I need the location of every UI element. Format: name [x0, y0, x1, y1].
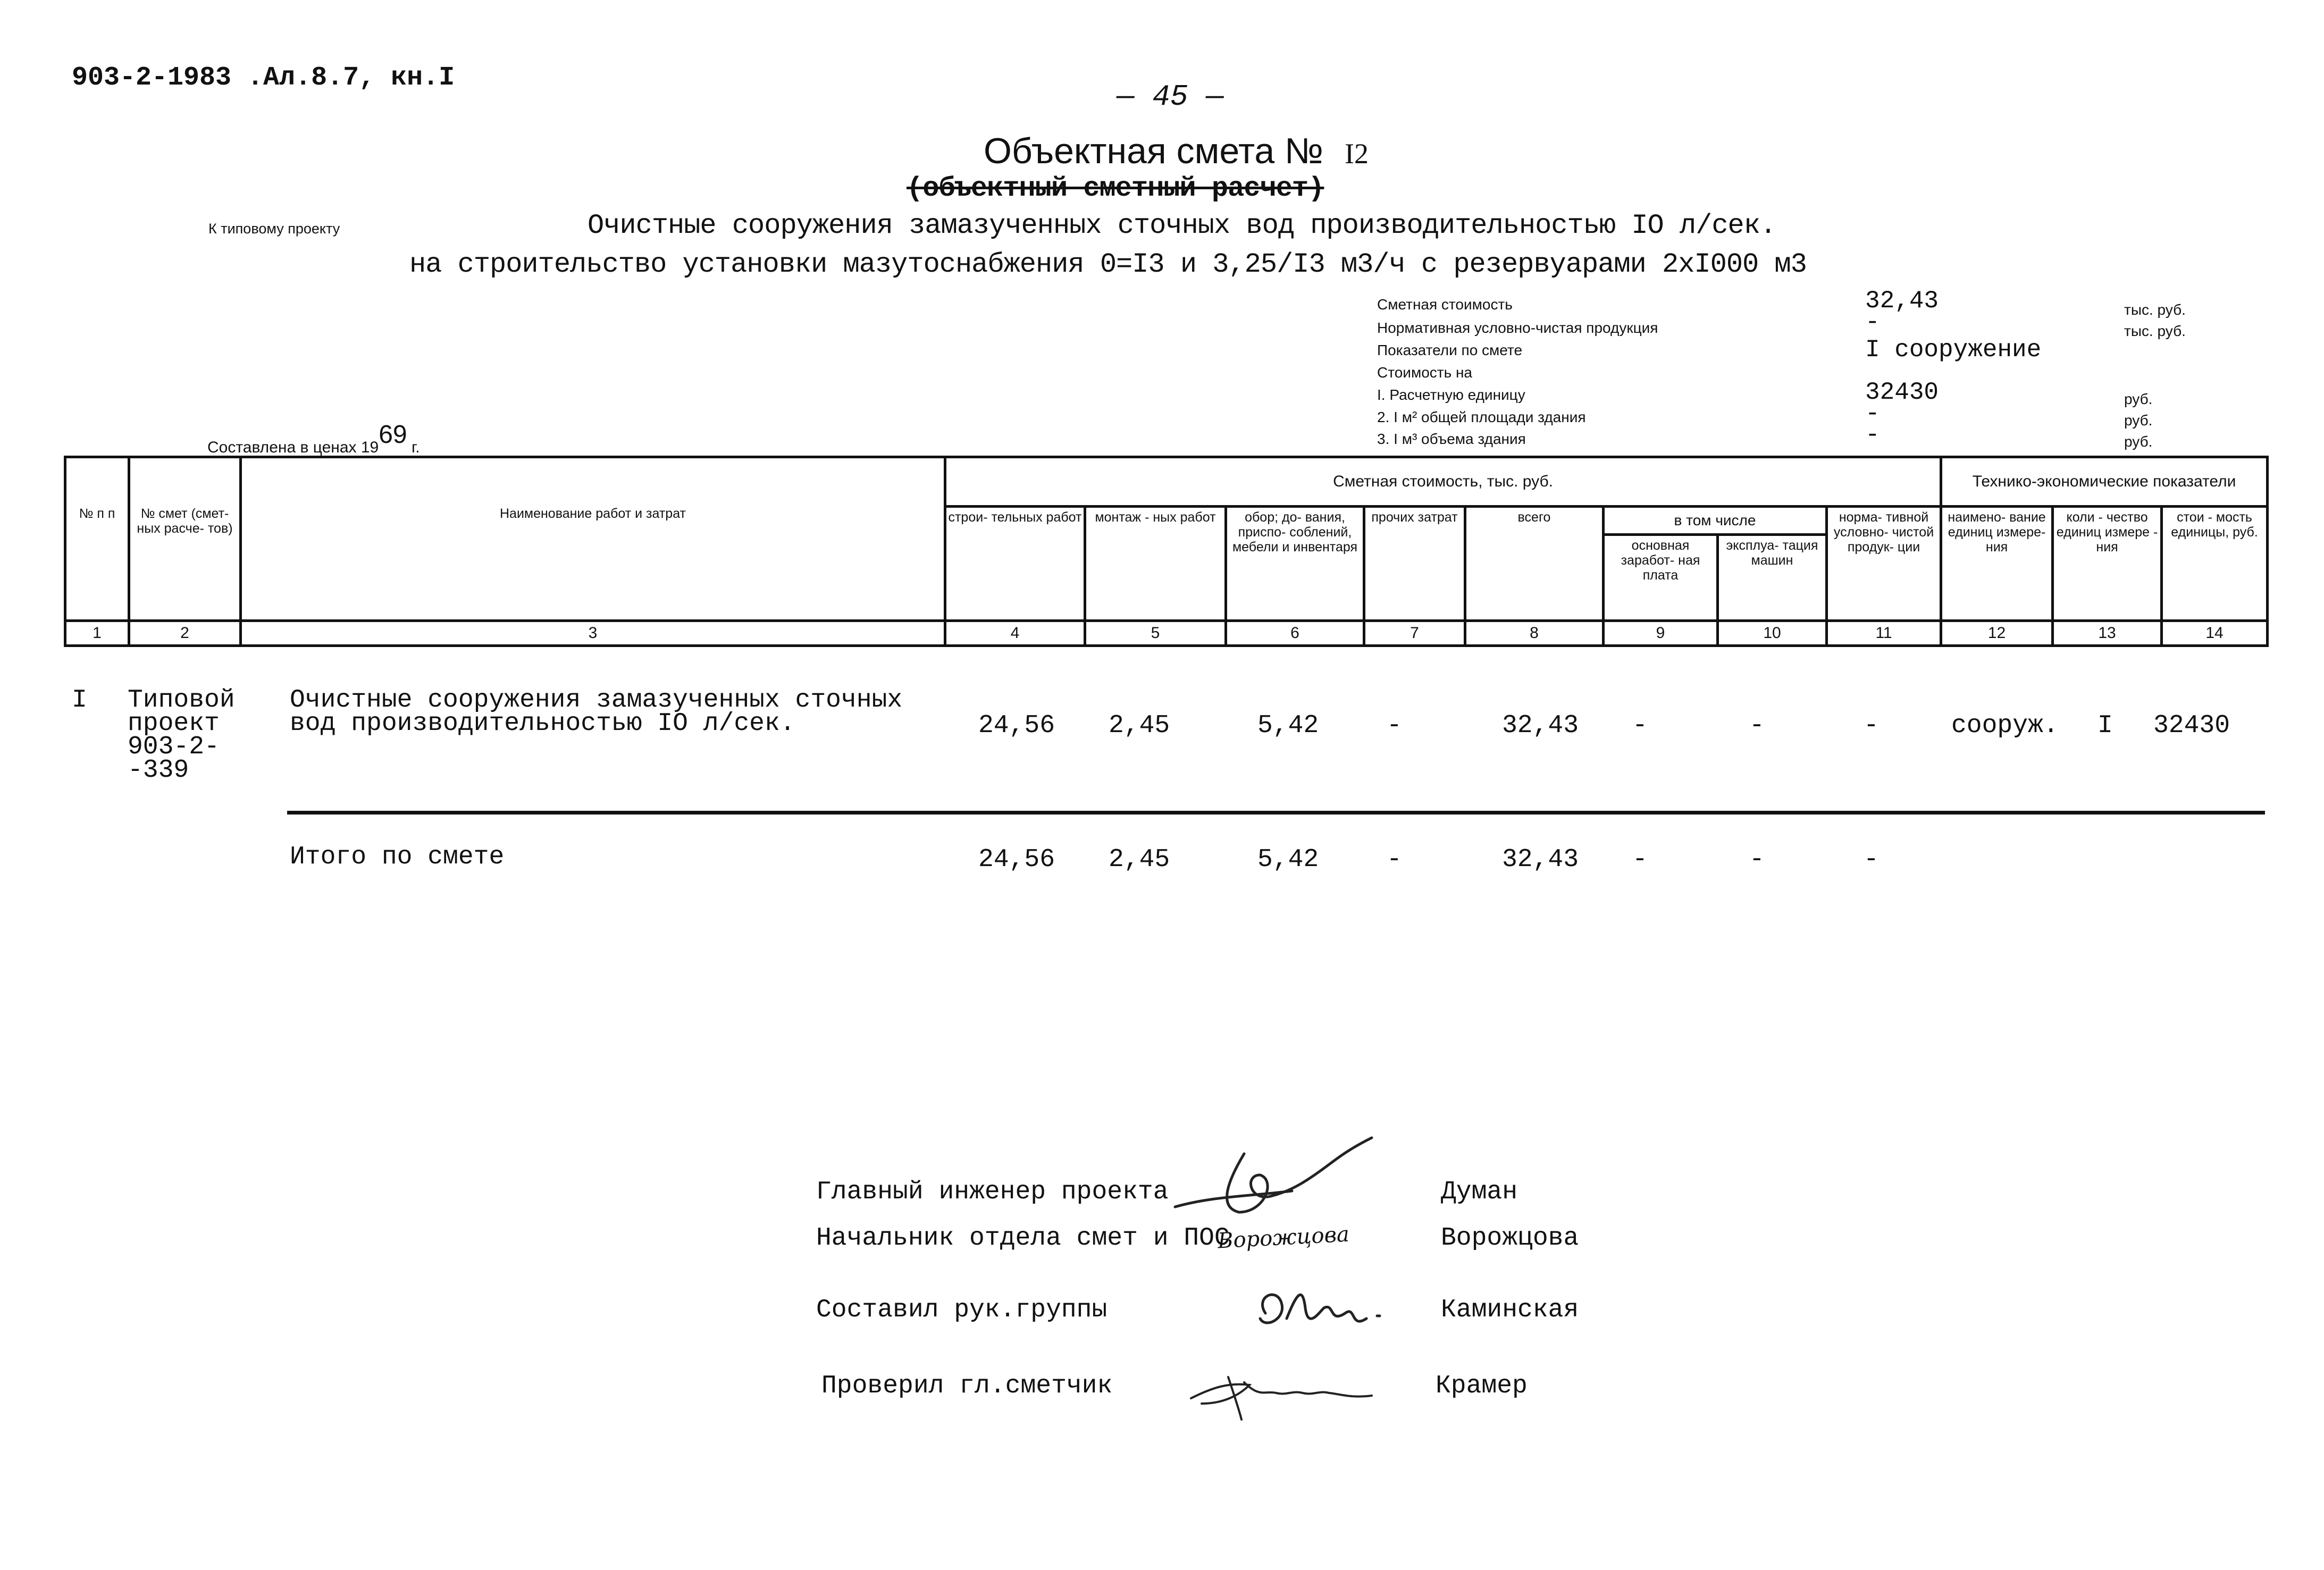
- summary-label: Показатели по смете: [1377, 342, 1523, 358]
- row-equip: 5,42: [1257, 711, 1319, 740]
- row-smet-line: -339: [128, 756, 189, 785]
- row-other: -: [1387, 711, 1402, 740]
- summary-unit: руб.: [2124, 433, 2153, 450]
- page-title: [984, 130, 1369, 172]
- summary-unit: руб.: [2124, 412, 2153, 429]
- column-number: 3: [241, 621, 945, 646]
- header-col-unit-qty: коли - чество единиц измере - ния: [2053, 507, 2162, 621]
- signature-name: Думан: [1441, 1178, 1518, 1206]
- signature-name: Ворожцова: [1441, 1224, 1579, 1253]
- column-number: 4: [945, 621, 1085, 646]
- signature-title: Начальник отдела смет и ПОС: [816, 1224, 1230, 1253]
- prices-year: 69: [379, 421, 407, 449]
- summary-label: Нормативная условно-чистая продукция: [1377, 320, 1658, 336]
- summary-unit: тыс. руб.: [2124, 301, 2186, 318]
- total-build: 24,56: [978, 845, 1055, 874]
- total-wage: -: [1632, 845, 1648, 874]
- signature-title: Составил рук.группы: [816, 1296, 1108, 1324]
- column-number: 8: [1465, 621, 1604, 646]
- summary-label: I. Расчетную единицу: [1377, 387, 1525, 403]
- row-unit-name: сооруж.: [1951, 711, 2059, 740]
- signature-name: Каминская: [1441, 1296, 1579, 1324]
- column-number: 7: [1364, 621, 1465, 646]
- row-name-line: Очистные сооружения замазученных сточных: [290, 686, 903, 715]
- row-smet-line: Типовой: [128, 686, 235, 715]
- prices-suffix: г.: [407, 439, 420, 456]
- column-number: 13: [2053, 621, 2162, 646]
- summary-value: 32,43: [1865, 287, 1939, 315]
- row-mount: 2,45: [1109, 711, 1170, 740]
- page-number: — 45 —: [1117, 80, 1224, 114]
- total-norm: -: [1864, 845, 1879, 874]
- column-number: 11: [1827, 621, 1941, 646]
- row-smet-line: 903-2-: [128, 733, 220, 761]
- column-number: 5: [1085, 621, 1226, 646]
- signature-scribble: [1244, 1281, 1404, 1340]
- total-other: -: [1387, 845, 1402, 874]
- signature-handwriting: Ворожцова: [1216, 1222, 1350, 1254]
- document-code: 903-2-1983 .Ал.8.7, кн.I: [72, 63, 455, 93]
- header-col-wage: основная заработ- ная плата: [1604, 535, 1718, 621]
- header-col-mount: монтаж - ных работ: [1085, 507, 1226, 621]
- summary-label: Сметная стоимость: [1377, 296, 1513, 313]
- construction-description: на строительство установки мазутоснабжения 0=I3 и 3,25/I3 м3/ч с резервуарами 2хI000 м3: [409, 249, 1807, 280]
- signature-scribble: [1180, 1361, 1404, 1425]
- summary-unit: руб.: [2124, 391, 2153, 407]
- column-number: 10: [1718, 621, 1827, 646]
- column-number: 14: [2162, 621, 2268, 646]
- signature-scribble: [1170, 1132, 1409, 1228]
- column-numbers-row: [65, 621, 2268, 646]
- header-col-no: № п п: [65, 457, 129, 621]
- header-col-name: Наименование работ и затрат: [241, 457, 945, 621]
- header-group-cost: Сметная стоимость, тыс. руб.: [945, 457, 1941, 507]
- total-mach: -: [1749, 845, 1765, 874]
- column-number: 1: [65, 621, 129, 646]
- summary-value: I сооружение: [1865, 336, 2042, 364]
- summary-value: -: [1865, 308, 1880, 336]
- signature-name: Крамер: [1436, 1372, 1528, 1400]
- row-total: 32,43: [1502, 711, 1579, 740]
- row-smet-line: проект: [128, 709, 220, 738]
- project-label: К типовому проекту: [208, 221, 340, 237]
- row-norm: -: [1864, 711, 1879, 740]
- total-label: Итого по смете: [290, 843, 505, 871]
- header-col-norm: норма- тивной условно- чистой продук- ции: [1827, 507, 1941, 621]
- row-wage: -: [1632, 711, 1648, 740]
- row-build: 24,56: [978, 711, 1055, 740]
- signature-title: Проверил гл.сметчик: [821, 1372, 1113, 1400]
- header-col-other: прочих затрат: [1364, 507, 1465, 621]
- prices-basis: [207, 421, 420, 459]
- header-col-unit-cost: стои - мость единицы, руб.: [2162, 507, 2268, 621]
- page-subtitle: (объектный сметный расчет): [907, 173, 1324, 204]
- column-number: 2: [129, 621, 241, 646]
- column-number: 9: [1604, 621, 1718, 646]
- row-number: I: [72, 686, 87, 715]
- summary-value: -: [1865, 421, 1880, 449]
- header-group-tech: Технико-экономические показатели: [1941, 457, 2268, 507]
- summary-value: 32430: [1865, 379, 1939, 406]
- row-divider: [287, 811, 2265, 815]
- summary-label: 3. I м³ объема здания: [1377, 431, 1526, 447]
- summary-label: Стоимость на: [1377, 364, 1472, 381]
- header-col-smet: № смет (смет- ных расче- тов): [129, 457, 241, 621]
- total-mount: 2,45: [1109, 845, 1170, 874]
- total-total: 32,43: [1502, 845, 1579, 874]
- summary-unit: тыс. руб.: [2124, 323, 2186, 339]
- estimate-number: I2: [1345, 138, 1369, 170]
- row-unit-qty: I: [2098, 711, 2113, 740]
- total-equip: 5,42: [1257, 845, 1319, 874]
- row-unit-cost: 32430: [2153, 711, 2230, 740]
- header-col-equip: обор; до- вания, приспо- соблений, мебели и инвентаря: [1226, 507, 1364, 621]
- estimate-table: [64, 456, 2269, 647]
- prices-label-text: Составлена в ценах 19: [207, 439, 379, 456]
- summary-value: -: [1865, 400, 1880, 427]
- row-name-line: вод производительностью IO л/сек.: [290, 709, 795, 738]
- signature-title: Главный инженер проекта: [816, 1178, 1169, 1206]
- project-name: Очистные сооружения замазученных сточных вод производительностью IO л/сек.: [588, 210, 1776, 241]
- row-mach: -: [1749, 711, 1765, 740]
- header-col-unit-name: наимено- вание единиц измере- ния: [1941, 507, 2053, 621]
- summary-label: 2. I м² общей площади здания: [1377, 409, 1586, 425]
- title-text: Объектная смета №: [984, 131, 1323, 171]
- column-number: 12: [1941, 621, 2053, 646]
- column-number: 6: [1226, 621, 1364, 646]
- header-group-incl: в том числе: [1604, 507, 1827, 535]
- header-col-build: строи- тельных работ: [945, 507, 1085, 621]
- header-col-mach: эксплуа- тация машин: [1718, 535, 1827, 621]
- header-col-total: всего: [1465, 507, 1604, 621]
